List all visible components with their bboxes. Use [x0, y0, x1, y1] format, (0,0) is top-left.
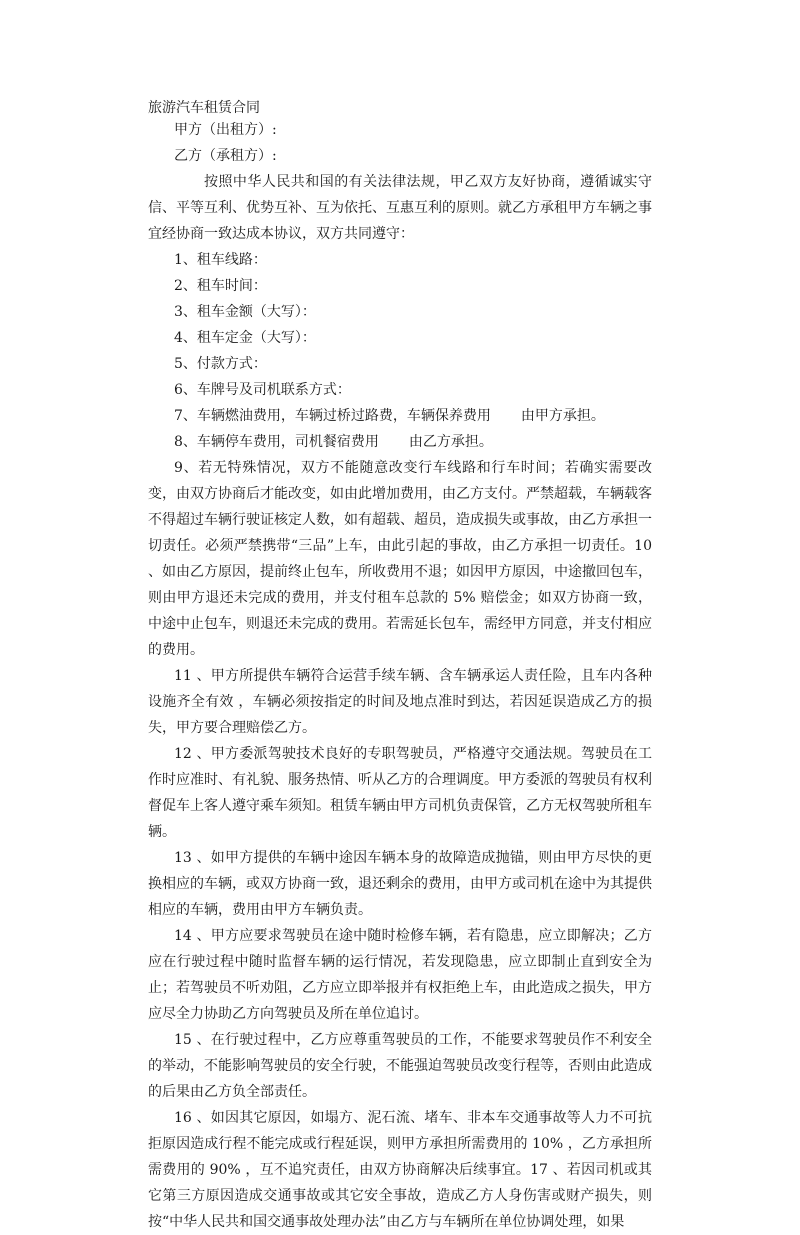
- clause-15: 15 、在行驶过程中，乙方应尊重驾驶员的工作，不能要求驾驶员作不利安全的举动，不能影响驾驶员的安全行驶，不能强迫驾驶员改变行程等，否则由此造成的后果由乙方负全部责任。: [148, 1032, 652, 1100]
- intro-paragraph: 按照中华人民共和国的有关法律法规，甲乙双方友好协商，遵循诚实守信、平等互利、优势互补、互为依托、互惠互利的原则。就乙方承租甲方车辆之事宜经协商一致达成本协议，双方共同遵守：: [148, 174, 652, 242]
- item-6: 6、车牌号及司机联系方式：: [174, 382, 351, 398]
- item-8-party: 由乙方承担。: [408, 434, 493, 450]
- item-2: 2、租车时间：: [174, 278, 267, 294]
- party-b-line: 乙方（承租方）:: [174, 148, 277, 164]
- item-1: 1、租车线路：: [174, 252, 267, 268]
- clause-12: 12 、甲方委派驾驶技术良好的专职驾驶员，严格遵守交通法规。驾驶员在工作时应准时、有礼貌、服务热情、听从乙方的合理调度。甲方委派的驾驶员有权利督促车上客人遵守乘车须知。租赁车辆由甲方司机负责保管，乙方无权驾驶所租车辆。: [148, 746, 652, 840]
- clause-14: 14 、甲方应要求驾驶员在途中随时检修车辆，若有隐患，应立即解决；乙方应在行驶过程中随时监督车辆的运行情况，若发现隐患，应立即制止直到安全为止；若驾驶员不听劝阻，乙方应立即举报并有权拒绝上车，由此造成之损失，甲方应尽全力协助乙方向驾驶员及所在单位追讨。: [148, 928, 652, 1022]
- item-3: 3、租车金额（大写）：: [174, 304, 316, 320]
- clause-9: 9、若无特殊情况，双方不能随意改变行车线路和行车时间；若确实需要改变，由双方协商后才能改变，如由此增加费用，由乙方支付。严禁超载，车辆载客不得超过车辆行驶证核定人数，如有超载、超员，造成损失或事故，由乙方承担一切责任。必须严禁携带“三品”上车，由此引起的事故，由乙方承担一切责任。10 、如由乙方原因，提前终止包车，所收费用不退；如因甲方原因，中途撤回包车，则由甲方退还未完成的费用，并支付租车总款的 5% 赔偿金；如双方协商一致，中途中止包车，则退还未完成的费用。若需延长包车，需经甲方同意，并支付相应的费用。: [148, 460, 652, 658]
- party-a-line: 甲方（出租方）:: [174, 122, 277, 138]
- item-7-party: 由甲方承担。: [520, 408, 605, 424]
- item-4: 4、租车定金（大写）：: [174, 330, 316, 346]
- item-7-text: 7、车辆燃油费用，车辆过桥过路费，车辆保养费用: [174, 408, 491, 424]
- clause-11: 11 、甲方所提供车辆符合运营手续车辆、含车辆承运人责任险，且车内各种设施齐全有效 ，车辆必须按指定的时间及地点准时到达，若因延误造成乙方的损失，甲方要合理赔偿乙方。: [148, 668, 652, 736]
- clause-16: 16 、如因其它原因，如塌方、泥石流、堵车、非本车交通事故等人力不可抗拒原因造成行程不能完成或行程延误，则甲方承担所需费用的 10% ，乙方承担所需费用的 90% ，互不追究责任，由双方协商解决后续事宜。17 、若因司机或其它第三方原因造成交通事故或其它安全事故，造成乙方人身伤害或财产损失，则按“中华人民共和国交通事故处理办法”由乙方与车辆所在单位协调处理，如果: [148, 1110, 652, 1230]
- document-body: [148, 117, 652, 1235]
- item-7: [148, 403, 652, 429]
- clause-13: 13 、如甲方提供的车辆中途因车辆本身的故障造成抛锚，则由甲方尽快的更换相应的车辆，或双方协商一致，退还剩余的费用，由甲方或司机在途中为其提供相应的车辆，费用由甲方车辆负责。: [148, 850, 652, 918]
- item-8-text: 8、车辆停车费用，司机餐宿费用: [174, 434, 379, 450]
- item-5: 5、付款方式：: [174, 356, 267, 372]
- item-8: [148, 429, 652, 455]
- document-title: 旅游汽车租赁合同: [148, 100, 260, 116]
